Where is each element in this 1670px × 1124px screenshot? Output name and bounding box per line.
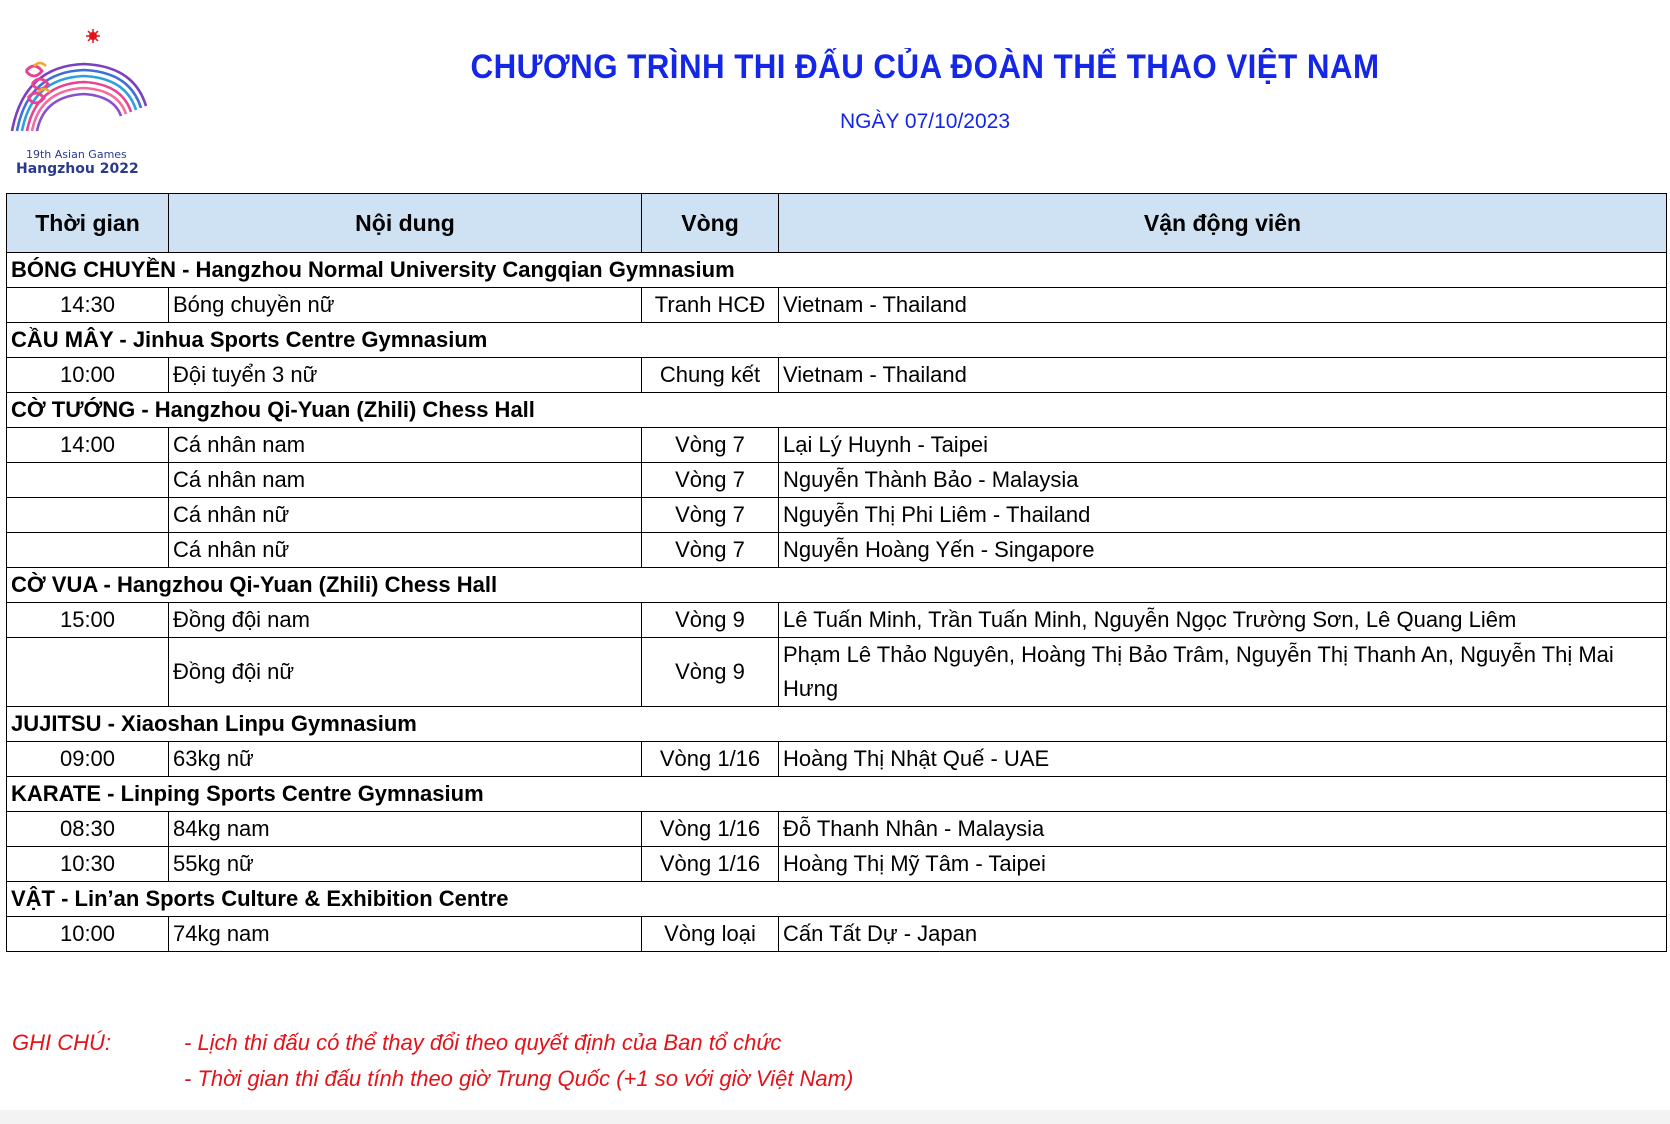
section-row [7,323,1667,358]
cell-round: Chung kết [642,358,779,393]
cell-time: 14:00 [7,428,169,463]
cell-athletes: Cấn Tất Dự - Japan [779,917,1667,952]
cell-round: Vòng loại [642,917,779,952]
section-row [7,393,1667,428]
cell-time [7,498,169,533]
cell-event: Bóng chuyền nữ [169,288,642,323]
cell-athletes: Lại Lý Huynh - Taipei [779,428,1667,463]
column-header-athletes: Vận động viên [779,194,1667,253]
cell-event: 74kg nam [169,917,642,952]
table-row [7,917,1667,952]
table-row [7,498,1667,533]
cell-time: 10:00 [7,917,169,952]
cell-event: Cá nhân nam [169,428,642,463]
column-header-time: Thời gian [7,194,169,253]
page-date: NGÀY 07/10/2023 [839,110,1011,133]
section-title: VẬT - Lin’an Sports Culture & Exhibition Centre [7,882,1667,917]
cell-time: 10:00 [7,358,169,393]
cell-athletes: Vietnam - Thailand [779,288,1667,323]
cell-athletes: Nguyễn Hoàng Yến - Singapore [779,533,1667,568]
cell-time [7,638,169,707]
cell-round: Vòng 9 [642,638,779,707]
section-title: CẦU MÂY - Jinhua Sports Centre Gymnasium [7,323,1667,358]
cell-athletes: Vietnam - Thailand [779,358,1667,393]
note-line-1: - Lịch thi đấu có thể thay đổi theo quyết định của Ban tổ chức [184,1030,782,1055]
cell-event: Đội tuyển 3 nữ [169,358,642,393]
cell-event: Cá nhân nam [169,463,642,498]
cell-time: 08:30 [7,812,169,847]
cell-event: 63kg nữ [169,742,642,777]
section-row [7,707,1667,742]
cell-time: 15:00 [7,603,169,638]
section-title: JUJITSU - Xiaoshan Linpu Gymnasium [7,707,1667,742]
cell-time [7,533,169,568]
cell-round: Vòng 7 [642,428,779,463]
cell-round: Vòng 1/16 [642,742,779,777]
cell-round: Vòng 1/16 [642,847,779,882]
section-row [7,568,1667,603]
cell-time: 10:30 [7,847,169,882]
cell-athletes: Lê Tuấn Minh, Trần Tuấn Minh, Nguyễn Ngọc Trường Sơn, Lê Quang Liêm [779,603,1667,638]
table-row [7,533,1667,568]
cell-round: Vòng 7 [642,463,779,498]
asian-games-emblem-icon [4,26,152,151]
column-header-round: Vòng [642,194,779,253]
table-row [7,812,1667,847]
cell-athletes: Hoàng Thị Mỹ Tâm - Taipei [779,847,1667,882]
cell-event: 55kg nữ [169,847,642,882]
cell-event: Đồng đội nam [169,603,642,638]
cell-athletes: Nguyễn Thị Phi Liêm - Thailand [779,498,1667,533]
logo-caption-line1: 19th Asian Games [26,148,127,161]
cell-athletes: Nguyễn Thành Bảo - Malaysia [779,463,1667,498]
cell-round: Vòng 7 [642,533,779,568]
table-row [7,603,1667,638]
column-header-event: Nội dung [169,194,642,253]
logo-caption-line2: Hangzhou 2022 [16,161,139,177]
note-line-2: - Thời gian thi đấu tính theo giờ Trung Quốc (+1 so với giờ Việt Nam) [184,1066,854,1091]
cell-event: Cá nhân nữ [169,533,642,568]
cell-event: Đồng đội nữ [169,638,642,707]
cell-round: Vòng 9 [642,603,779,638]
section-title: CỜ TƯỚNG - Hangzhou Qi-Yuan (Zhili) Chess Hall [7,393,1667,428]
cell-time: 14:30 [7,288,169,323]
cell-round: Tranh HCĐ [642,288,779,323]
cell-athletes: Đỗ Thanh Nhân - Malaysia [779,812,1667,847]
cell-athletes: Phạm Lê Thảo Nguyên, Hoàng Thị Bảo Trâm, Nguyễn Thị Thanh An, Nguyễn Thị Mai Hưng [779,638,1667,707]
section-title: BÓNG CHUYỀN - Hangzhou Normal University Cangqian Gymnasium [7,253,1667,288]
cell-time [7,463,169,498]
table-row [7,847,1667,882]
table-row [7,358,1667,393]
section-title: KARATE - Linping Sports Centre Gymnasium [7,777,1667,812]
table-row [7,428,1667,463]
page-bottom-band [0,1110,1670,1124]
cell-round: Vòng 7 [642,498,779,533]
table-row [7,742,1667,777]
table-header-row [7,194,1667,253]
cell-athletes: Hoàng Thị Nhật Quế - UAE [779,742,1667,777]
section-title: CỜ VUA - Hangzhou Qi-Yuan (Zhili) Chess Hall [7,568,1667,603]
section-row [7,777,1667,812]
cell-event: Cá nhân nữ [169,498,642,533]
cell-event: 84kg nam [169,812,642,847]
page-title: CHƯƠNG TRÌNH THI ĐẤU CỦA ĐOÀN THỂ THAO VIỆT NAM [470,48,1380,86]
cell-time: 09:00 [7,742,169,777]
section-row [7,882,1667,917]
table-row [7,463,1667,498]
table-row [7,288,1667,323]
cell-round: Vòng 1/16 [642,812,779,847]
notes-label: GHI CHÚ: [12,1030,111,1055]
table-row [7,638,1667,707]
schedule-table [6,193,1667,952]
section-row [7,253,1667,288]
